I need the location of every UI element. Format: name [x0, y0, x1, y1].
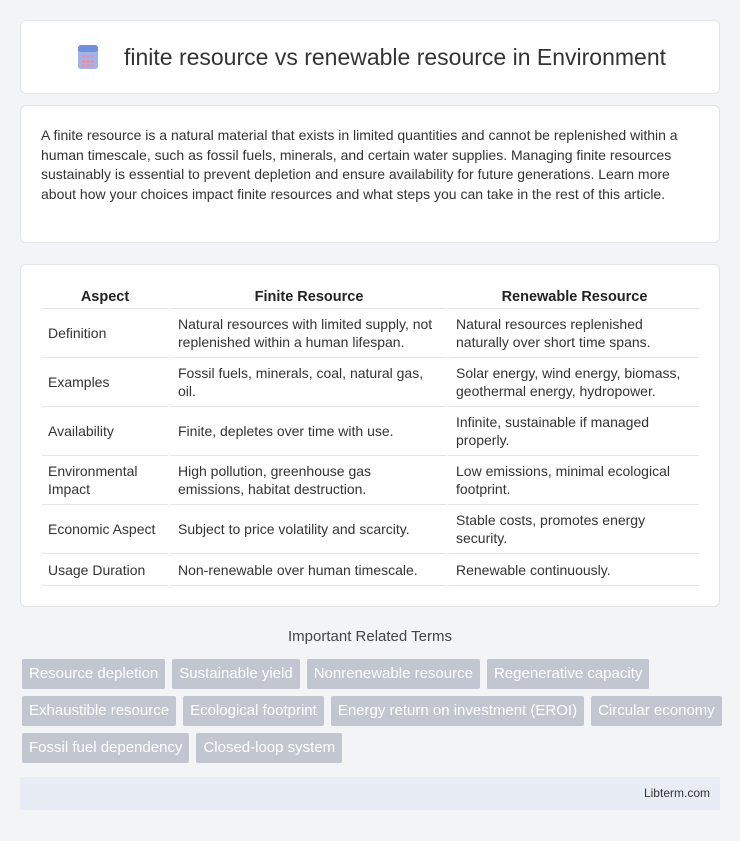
- table-row: [42, 358, 699, 407]
- column-header: Renewable Resource: [446, 285, 699, 309]
- related-term-tag[interactable]: Nonrenewable resource: [307, 659, 480, 689]
- related-term-tag[interactable]: Exhaustible resource: [22, 696, 176, 726]
- related-term-tag[interactable]: Regenerative capacity: [487, 659, 649, 689]
- header-card: [20, 20, 720, 94]
- table-cell: Natural resources with limited supply, not replenished within a human lifespan.: [168, 309, 446, 358]
- table-row: [42, 407, 699, 456]
- related-term-tag[interactable]: Closed-loop system: [196, 733, 342, 763]
- table-cell: Usage Duration: [42, 554, 168, 586]
- intro-text: A finite resource is a natural material that exists in limited quantities and cannot be replenished within a human timescale, such as fossil fuels, minerals, and certain water supplies. Managing finite resources sustainably is essential to prevent depletion and ensure availability for future generations. Learn more about how your choices impact finite resources and what steps you can take in the rest of this article.: [41, 127, 678, 202]
- related-term-tag[interactable]: Circular economy: [591, 696, 722, 726]
- column-header: Aspect: [42, 285, 168, 309]
- table-cell: Environmental Impact: [42, 456, 168, 505]
- footer-brand-link[interactable]: Libterm.com: [643, 786, 710, 800]
- table-cell: Stable costs, promotes energy security.: [446, 505, 699, 554]
- related-term-tag[interactable]: Resource depletion: [22, 659, 165, 689]
- related-term-tag[interactable]: Sustainable yield: [172, 659, 299, 689]
- table-cell: Non-renewable over human timescale.: [168, 554, 446, 586]
- table-cell: Natural resources replenished naturally over short time spans.: [446, 309, 699, 358]
- table-cell: Infinite, sustainable if managed properly.: [446, 407, 699, 456]
- footer: [20, 777, 720, 810]
- related-term-tag[interactable]: Fossil fuel dependency: [22, 733, 189, 763]
- table-cell: Renewable continuously.: [446, 554, 699, 586]
- table-cell: Availability: [42, 407, 168, 456]
- related-term-tag[interactable]: Energy return on investment (EROI): [331, 696, 584, 726]
- related-terms-list: [22, 659, 722, 763]
- related-terms-title: Important Related Terms: [288, 628, 452, 645]
- comparison-table-card: [20, 264, 720, 607]
- table-cell: High pollution, greenhouse gas emissions, habitat destruction.: [168, 456, 446, 505]
- table-cell: Examples: [42, 358, 168, 407]
- table-row: [42, 505, 699, 554]
- table-cell: Definition: [42, 309, 168, 358]
- table-cell: Solar energy, wind energy, biomass, geothermal energy, hydropower.: [446, 358, 699, 407]
- table-cell: Subject to price volatility and scarcity.: [168, 505, 446, 554]
- related-term-tag[interactable]: Ecological footprint: [183, 696, 324, 726]
- page-title: finite resource vs renewable resource in Environment: [123, 43, 667, 70]
- comparison-table: [42, 285, 699, 586]
- table-row: [42, 456, 699, 505]
- table-cell: Low emissions, minimal ecological footprint.: [446, 456, 699, 505]
- calculator-icon: [74, 43, 102, 71]
- table-cell: Fossil fuels, minerals, coal, natural gas, oil.: [168, 358, 446, 407]
- table-cell: Economic Aspect: [42, 505, 168, 554]
- column-header: Finite Resource: [168, 285, 446, 309]
- intro-card: [20, 105, 720, 243]
- table-row: [42, 309, 699, 358]
- table-row: [42, 554, 699, 586]
- table-cell: Finite, depletes over time with use.: [168, 407, 446, 456]
